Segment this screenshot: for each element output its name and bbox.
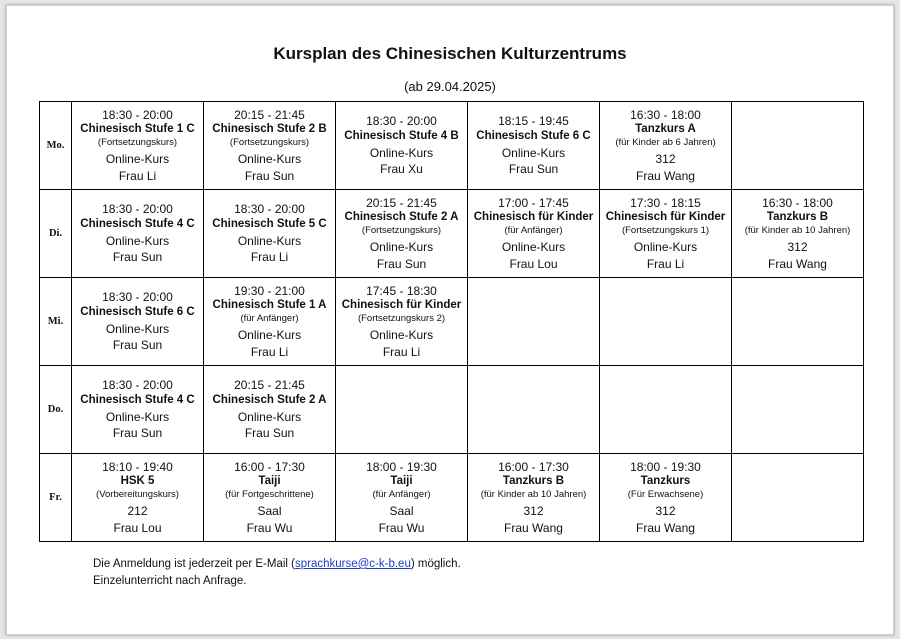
- course-cell: [72, 366, 204, 454]
- course-teacher: Frau Wu: [378, 520, 425, 535]
- empty-cell: [468, 366, 600, 454]
- course-note: (für Anfänger): [504, 225, 563, 237]
- course-cell: [732, 190, 864, 278]
- empty-cell: [468, 278, 600, 366]
- course-name: Chinesisch Stufe 6 C: [80, 305, 195, 318]
- course-name: Chinesisch Stufe 4 B: [344, 129, 459, 142]
- course-cell: [336, 190, 468, 278]
- course-cell: [468, 190, 600, 278]
- course-cell: [204, 366, 336, 454]
- course-note: (Fortsetzungskurs 1): [621, 225, 710, 237]
- course-name: Chinesisch Stufe 2 A: [212, 393, 327, 406]
- course-location: Online-Kurs: [501, 145, 566, 160]
- empty-cell: [336, 366, 468, 454]
- course-cell: [600, 454, 732, 542]
- course-note: (für Anfänger): [240, 313, 299, 325]
- course-name: Taiji: [258, 475, 281, 488]
- course-note: (für Fortgeschrittene): [225, 489, 314, 501]
- course-time: 16:30 - 18:00: [630, 107, 701, 122]
- course-teacher: Frau Sun: [112, 426, 163, 441]
- course-time: 20:15 - 21:45: [234, 107, 305, 122]
- course-time: 16:30 - 18:00: [762, 195, 833, 210]
- course-location: Saal: [257, 503, 282, 518]
- empty-cell: [732, 454, 864, 542]
- day-label: Mi.: [40, 278, 72, 366]
- course-location: Online-Kurs: [237, 327, 302, 342]
- email-link[interactable]: sprachkurse@c-k-b.eu: [294, 558, 411, 570]
- course-cell: [72, 190, 204, 278]
- schedule-row: [40, 278, 864, 366]
- course-teacher: Frau Sun: [508, 162, 559, 177]
- course-location: 312: [655, 503, 676, 518]
- course-time: 20:15 - 21:45: [366, 195, 437, 210]
- course-teacher: Frau Li: [118, 168, 157, 183]
- course-time: 20:15 - 21:45: [234, 378, 305, 393]
- course-name: HSK 5: [120, 475, 155, 488]
- course-cell: [336, 102, 468, 190]
- schedule-row: [40, 366, 864, 454]
- course-note: (für Anfänger): [372, 489, 431, 501]
- course-location: Online-Kurs: [369, 327, 434, 342]
- course-note: (Fortsetzungskurs): [97, 137, 178, 149]
- course-time: 18:10 - 19:40: [102, 459, 173, 474]
- course-note: (Vorbereitungskurs): [96, 489, 179, 501]
- course-location: Online-Kurs: [105, 409, 170, 424]
- course-teacher: Frau Li: [382, 344, 421, 359]
- course-time: 18:30 - 20:00: [102, 107, 173, 122]
- course-teacher: Frau Sun: [244, 426, 295, 441]
- course-time: 18:30 - 20:00: [366, 114, 437, 129]
- course-time: 17:00 - 17:45: [498, 195, 569, 210]
- course-teacher: Frau Li: [250, 344, 289, 359]
- schedule-row: [40, 102, 864, 190]
- course-cell: [72, 278, 204, 366]
- course-teacher: Frau Lou: [509, 256, 558, 271]
- course-teacher: Frau Lou: [113, 520, 162, 535]
- page-title: Kursplan des Chinesischen Kulturzentrums: [273, 44, 627, 63]
- course-cell: [336, 454, 468, 542]
- course-time: 17:45 - 18:30: [366, 283, 437, 298]
- page-subtitle: (ab 29.04.2025): [404, 79, 496, 94]
- course-note: (Für Erwachsene): [627, 489, 704, 501]
- course-cell: [72, 454, 204, 542]
- course-location: 312: [655, 151, 676, 166]
- course-cell: [72, 102, 204, 190]
- course-name: Chinesisch Stufe 4 C: [80, 217, 195, 230]
- schedule-row: [40, 454, 864, 542]
- course-cell: [468, 102, 600, 190]
- course-note: (für Kinder ab 10 Jahren): [744, 225, 851, 237]
- course-location: 312: [523, 503, 544, 518]
- course-teacher: Frau Sun: [376, 256, 427, 271]
- course-note: (für Kinder ab 10 Jahren): [480, 489, 587, 501]
- course-cell: [600, 102, 732, 190]
- schedule-table: [39, 101, 864, 542]
- course-location: Online-Kurs: [369, 239, 434, 254]
- course-note: (Fortsetzungskurs): [361, 225, 442, 237]
- course-teacher: Frau Wu: [246, 520, 293, 535]
- course-name: Chinesisch für Kinder: [605, 211, 726, 224]
- course-note: (für Kinder ab 6 Jahren): [615, 137, 716, 149]
- course-location: Online-Kurs: [237, 409, 302, 424]
- course-time: 17:30 - 18:15: [630, 195, 701, 210]
- document-page: [6, 5, 894, 635]
- course-location: Online-Kurs: [105, 321, 170, 336]
- course-cell: [336, 278, 468, 366]
- course-teacher: Frau Wang: [636, 520, 695, 535]
- course-cell: [468, 454, 600, 542]
- course-location: 212: [127, 503, 148, 518]
- course-name: Tanzkurs A: [635, 123, 696, 136]
- course-name: Chinesisch Stufe 4 C: [80, 393, 195, 406]
- course-location: Online-Kurs: [237, 233, 302, 248]
- course-note: (Fortsetzungskurs): [229, 137, 310, 149]
- course-teacher: Frau Wang: [768, 256, 827, 271]
- course-cell: [204, 278, 336, 366]
- course-teacher: Frau Xu: [380, 162, 423, 177]
- course-location: 312: [787, 239, 808, 254]
- course-location: Online-Kurs: [237, 151, 302, 166]
- course-note: (Fortsetzungskurs 2): [357, 313, 446, 325]
- course-time: 19:30 - 21:00: [234, 283, 305, 298]
- footer-line-2: Einzelunterricht nach Anfrage.: [93, 575, 247, 587]
- course-location: Online-Kurs: [105, 151, 170, 166]
- course-name: Chinesisch Stufe 1 A: [212, 299, 327, 312]
- course-name: Chinesisch für Kinder: [341, 299, 462, 312]
- course-time: 16:00 - 17:30: [498, 459, 569, 474]
- course-teacher: Frau Sun: [112, 338, 163, 353]
- course-name: Tanzkurs: [640, 475, 691, 488]
- course-teacher: Frau Wang: [636, 168, 695, 183]
- course-time: 18:30 - 20:00: [102, 378, 173, 393]
- course-location: Online-Kurs: [633, 239, 698, 254]
- empty-cell: [600, 366, 732, 454]
- course-time: 18:30 - 20:00: [102, 290, 173, 305]
- course-name: Tanzkurs B: [502, 475, 565, 488]
- course-location: Online-Kurs: [369, 145, 434, 160]
- course-teacher: Frau Li: [646, 256, 685, 271]
- course-teacher: Frau Sun: [112, 250, 163, 265]
- course-teacher: Frau Wang: [504, 520, 563, 535]
- day-label: Di.: [40, 190, 72, 278]
- course-name: Chinesisch Stufe 1 C: [80, 123, 195, 136]
- footer-note: [93, 556, 461, 590]
- course-name: Taiji: [390, 475, 413, 488]
- course-name: Chinesisch Stufe 6 C: [476, 129, 591, 142]
- course-time: 18:30 - 20:00: [102, 202, 173, 217]
- course-time: 18:30 - 20:00: [234, 202, 305, 217]
- day-label: Fr.: [40, 454, 72, 542]
- course-teacher: Frau Sun: [244, 168, 295, 183]
- course-name: Chinesisch Stufe 5 C: [212, 217, 327, 230]
- day-label: Do.: [40, 366, 72, 454]
- footer-text-suffix: ) möglich.: [410, 558, 461, 570]
- empty-cell: [732, 366, 864, 454]
- empty-cell: [600, 278, 732, 366]
- course-location: Online-Kurs: [105, 233, 170, 248]
- course-teacher: Frau Li: [250, 250, 289, 265]
- course-time: 16:00 - 17:30: [234, 459, 305, 474]
- empty-cell: [732, 278, 864, 366]
- course-time: 18:00 - 19:30: [366, 459, 437, 474]
- course-name: Tanzkurs B: [766, 211, 829, 224]
- course-name: Chinesisch Stufe 2 A: [344, 211, 459, 224]
- day-label: Mo.: [40, 102, 72, 190]
- course-location: Saal: [389, 503, 414, 518]
- footer-line-1: [93, 556, 461, 573]
- course-time: 18:00 - 19:30: [630, 459, 701, 474]
- course-cell: [204, 454, 336, 542]
- course-cell: [204, 102, 336, 190]
- course-name: Chinesisch für Kinder: [473, 211, 594, 224]
- schedule-row: [40, 190, 864, 278]
- course-cell: [600, 190, 732, 278]
- course-time: 18:15 - 19:45: [498, 114, 569, 129]
- course-name: Chinesisch Stufe 2 B: [212, 123, 327, 136]
- footer-text-prefix: Die Anmeldung ist jederzeit per E-Mail (: [93, 558, 295, 570]
- course-cell: [204, 190, 336, 278]
- course-location: Online-Kurs: [501, 239, 566, 254]
- empty-cell: [732, 102, 864, 190]
